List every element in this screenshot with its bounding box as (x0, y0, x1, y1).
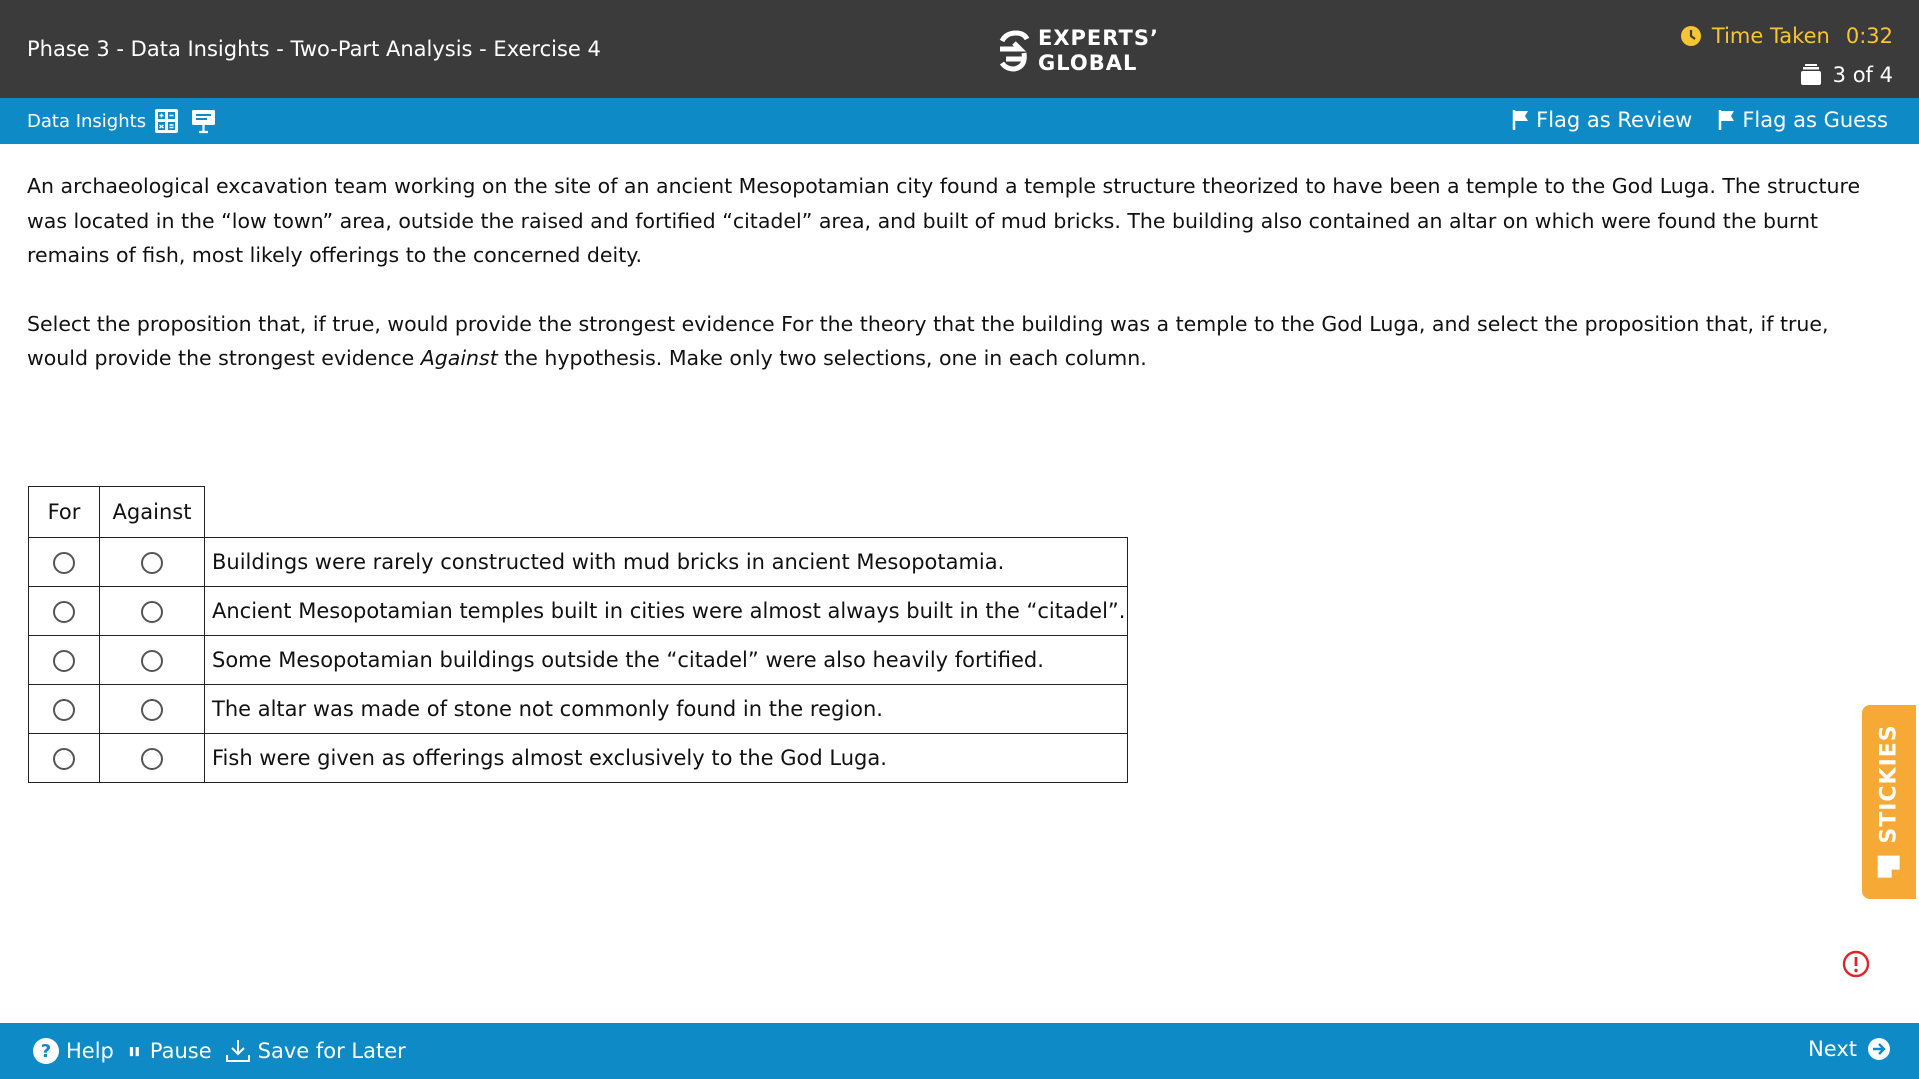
against-cell (100, 636, 205, 685)
statement-text: Some Mesopotamian buildings outside the “citadel” were also heavily fortified. (205, 636, 1128, 685)
logo-line-1: EXPERTS’ (1038, 26, 1159, 50)
next-label: Next (1808, 1037, 1857, 1061)
table-row (29, 538, 1128, 587)
for-cell (29, 587, 100, 636)
question-prompt (27, 307, 1877, 376)
logo-mark-icon (996, 29, 1030, 73)
against-radio-3[interactable] (141, 650, 163, 672)
against-radio-4[interactable] (141, 699, 163, 721)
stickies-tab[interactable] (1862, 705, 1916, 899)
prompt-part-2: the hypothesis. Make only two selections, one in each column. (497, 346, 1147, 370)
for-cell (29, 538, 100, 587)
for-radio-5[interactable] (53, 748, 75, 770)
experts-global-logo (996, 26, 1159, 76)
timer (1680, 24, 1893, 48)
against-radio-2[interactable] (141, 601, 163, 623)
help-icon (32, 1037, 60, 1065)
svg-text:?: ? (40, 1041, 52, 1062)
whiteboard-icon[interactable] (191, 108, 216, 134)
flag-guess-label: Flag as Guess (1742, 108, 1888, 132)
bottom-bar (0, 1023, 1919, 1079)
table-row (29, 587, 1128, 636)
for-cell (29, 734, 100, 783)
download-icon (224, 1037, 252, 1065)
stickies-inner (1876, 724, 1902, 879)
header-spacer (205, 487, 1128, 538)
section-bar (0, 98, 1919, 144)
table-row (29, 685, 1128, 734)
prompt-emphasis: Against (420, 346, 498, 370)
pause-button[interactable] (126, 1037, 212, 1065)
arrow-right-circle-icon (1867, 1037, 1891, 1061)
flag-guess-button[interactable] (1718, 108, 1888, 132)
for-cell (29, 685, 100, 734)
top-header (0, 0, 1919, 98)
column-header-against: Against (100, 487, 205, 538)
question-content (27, 169, 1877, 410)
against-cell (100, 587, 205, 636)
question-stack-icon (1799, 64, 1823, 86)
statement-text: The altar was made of stone not commonly found in the region. (205, 685, 1128, 734)
stickies-label: STICKIES (1876, 724, 1902, 844)
logo-line-2: GLOBAL (1038, 51, 1138, 75)
against-radio-5[interactable] (141, 748, 163, 770)
statement-text: Fish were given as offerings almost exclusively to the God Luga. (205, 734, 1128, 783)
for-cell (29, 636, 100, 685)
pause-label: Pause (149, 1039, 212, 1063)
flag-review-label: Flag as Review (1536, 108, 1693, 132)
table-row (29, 636, 1128, 685)
prompt-part-1: Select the proposition that, if true, would provide the strongest evidence For the theory that the building was a temple to the God Luga, and select the proposition that, if true, would provide the strongest evidence (27, 311, 1829, 370)
save-label: Save for Later (257, 1039, 406, 1063)
question-progress (1799, 63, 1893, 87)
flag-icon (1718, 109, 1736, 131)
against-cell (100, 538, 205, 587)
next-button[interactable] (1808, 1037, 1891, 1061)
pause-icon (126, 1037, 144, 1065)
progress-text: 3 of 4 (1832, 63, 1893, 87)
two-part-analysis-table (28, 486, 1128, 783)
statement-text: Ancient Mesopotamian temples built in cities were almost always built in the “citadel”. (205, 587, 1128, 636)
logo-text (1038, 26, 1159, 76)
help-button[interactable] (32, 1037, 114, 1065)
passage-text: An archaeological excavation team working on the site of an ancient Mesopotamian city found a temple structure theorized to have been a temple to the God Luga. The structure was located in the “low town” area, outside the raised and fortified “citadel” area, and built of mud bricks. The building also contained an altar on which were found the burnt remains of fish, most likely offerings to the concerned deity. (27, 174, 1861, 267)
section-tools (154, 108, 216, 134)
help-label: Help (66, 1039, 114, 1063)
section-label: Data Insights (27, 111, 147, 132)
timer-value: 0:32 (1845, 24, 1893, 48)
sticky-note-icon (1876, 854, 1902, 880)
flag-controls (1512, 108, 1888, 132)
for-radio-3[interactable] (53, 650, 75, 672)
for-radio-4[interactable] (53, 699, 75, 721)
for-radio-1[interactable] (53, 552, 75, 574)
flag-review-button[interactable] (1512, 108, 1692, 132)
clock-icon (1680, 25, 1702, 47)
for-radio-2[interactable] (53, 601, 75, 623)
save-for-later-button[interactable] (224, 1037, 406, 1065)
calculator-icon[interactable] (154, 108, 179, 134)
report-error-icon[interactable] (1842, 950, 1870, 978)
footer-actions (32, 1037, 406, 1065)
table-row (29, 734, 1128, 783)
statement-text: Buildings were rarely constructed with mud bricks in ancient Mesopotamia. (205, 538, 1128, 587)
flag-icon (1512, 109, 1530, 131)
against-radio-1[interactable] (141, 552, 163, 574)
timer-label: Time Taken (1711, 24, 1830, 48)
against-cell (100, 685, 205, 734)
exercise-title: Phase 3 - Data Insights - Two-Part Analysis - Exercise 4 (27, 37, 601, 61)
column-header-for: For (29, 487, 100, 538)
against-cell (100, 734, 205, 783)
